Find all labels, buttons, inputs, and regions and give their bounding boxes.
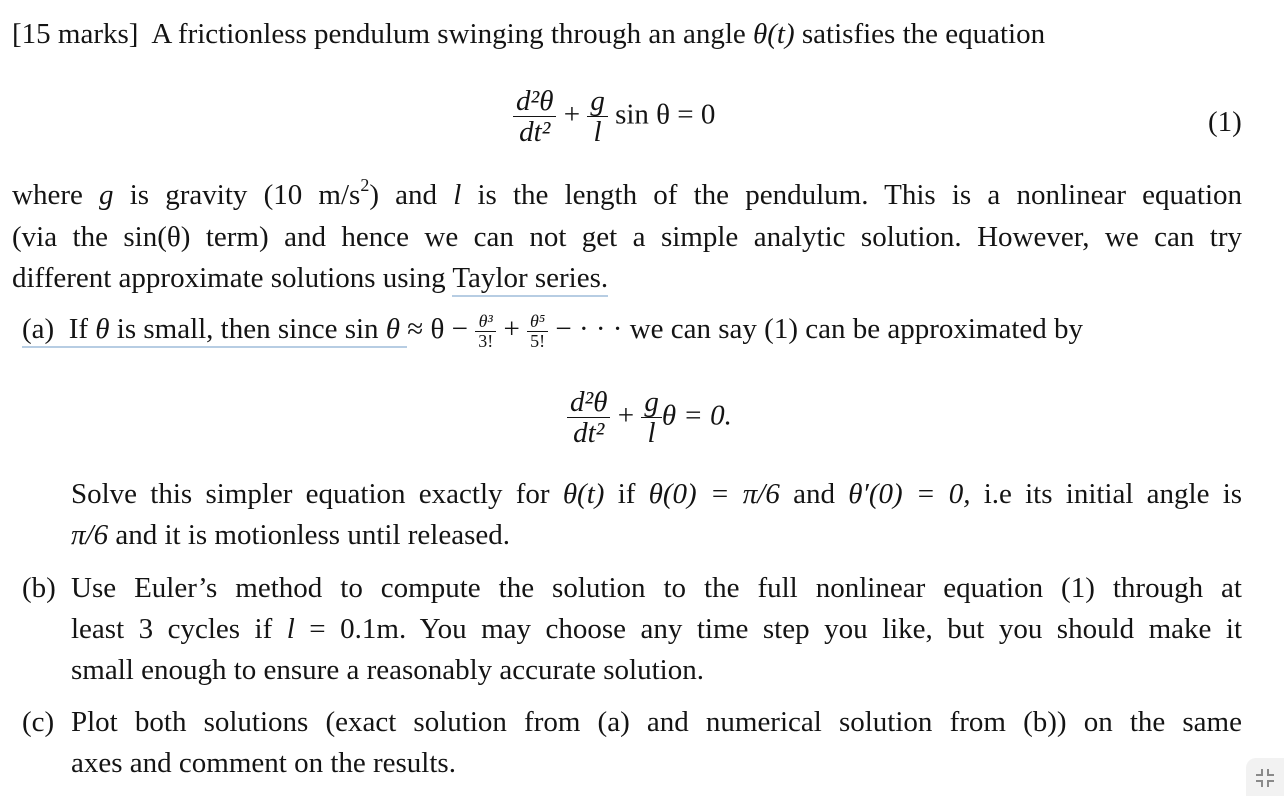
second-derivative-fraction: $\frac{\text{d²θ}}{\text{dt²}}$ xyxy=(513,86,556,148)
intro-line xyxy=(12,20,1045,49)
part-a-solve-line-2: π/6 and it is motionless until released. xyxy=(71,519,511,551)
part-a-highlight[interactable]: (a) If θ is small, then since sin θ xyxy=(22,313,407,348)
theta-term: θ = 0. xyxy=(661,399,732,432)
second-derivative-fraction: $\frac{\text{d²θ}}{\text{dt²}}$ xyxy=(567,387,610,449)
part-c-line-2: axes and comment on the results. xyxy=(71,747,456,779)
part-b-line-2: least 3 cycles if l = 0.1m. You may choose any time step you like, but you should make it xyxy=(71,613,1243,645)
paragraph-line-2: (via the sin(θ) term) and hence we can not get a simple analytic solution. However, we can try xyxy=(12,221,1242,253)
collapse-icon xyxy=(1254,767,1276,789)
theta-cubed-fraction: $\frac{\text{θ³}}{3!}$ xyxy=(475,312,496,351)
g-over-l-fraction: $\frac{g}{l}$ xyxy=(641,387,662,449)
intro-text-end: satisfies the equation xyxy=(801,18,1046,50)
intro-text: A frictionless pendulum swinging through an angle xyxy=(151,18,746,50)
part-b-line-1: Use Euler’s method to compute the solution to the full nonlinear equation (1) through at xyxy=(71,572,1242,604)
equation-number: (1) xyxy=(1208,106,1242,138)
sin-term: sin θ = 0 xyxy=(615,98,716,131)
collapse-button[interactable] xyxy=(1246,758,1284,796)
marks-label: [15 marks] xyxy=(12,18,139,50)
equation-a: $\frac{\text{d²θ}}{\text{dt²}}$ + $\frac{g}{l}$ θ = 0. xyxy=(567,387,732,449)
part-b-label: (b) xyxy=(22,572,56,604)
paragraph-line-3: different approximate solutions using Taylor series. xyxy=(12,264,608,293)
part-c-line-1: Plot both solutions (exact solution from (a) and numerical solution from (b)) on the same xyxy=(71,706,1242,738)
paragraph-line-1: where g is gravity (10 $m/s^2$) and l is the length of the pendulum. This is a nonlinear equation xyxy=(12,174,1243,211)
part-a-label: (a) xyxy=(22,313,55,346)
part-a-solve-line-1: Solve this simpler equation exactly for θ(t) if θ(0) = π/6 and θ′(0) = 0, i.e its initial angle is xyxy=(71,478,1243,510)
g-over-l-fraction: $\frac{g}{l}$ xyxy=(587,86,608,148)
part-a-line: (a) If θ is small, then since sin θ ≈ θ − $\frac{\text{θ³}}{3!}$ + $\frac{\text{θ⁵}}{5!}$ − · · · we can say (1) can be approximated by xyxy=(22,311,1084,351)
equation-1: $\frac{\text{d²θ}}{\text{dt²}}$ + $\frac{g}{l}$ sin θ = 0 xyxy=(513,86,715,148)
part-b-line-3: small enough to ensure a reasonably accurate solution. xyxy=(71,654,704,686)
theta-fifth-fraction: $\frac{\text{θ⁵}}{5!}$ xyxy=(527,312,548,351)
theta-of-t: θ(t) xyxy=(753,18,795,50)
taylor-series-link[interactable]: Taylor series. xyxy=(452,262,608,297)
part-c-label: (c) xyxy=(22,706,55,738)
